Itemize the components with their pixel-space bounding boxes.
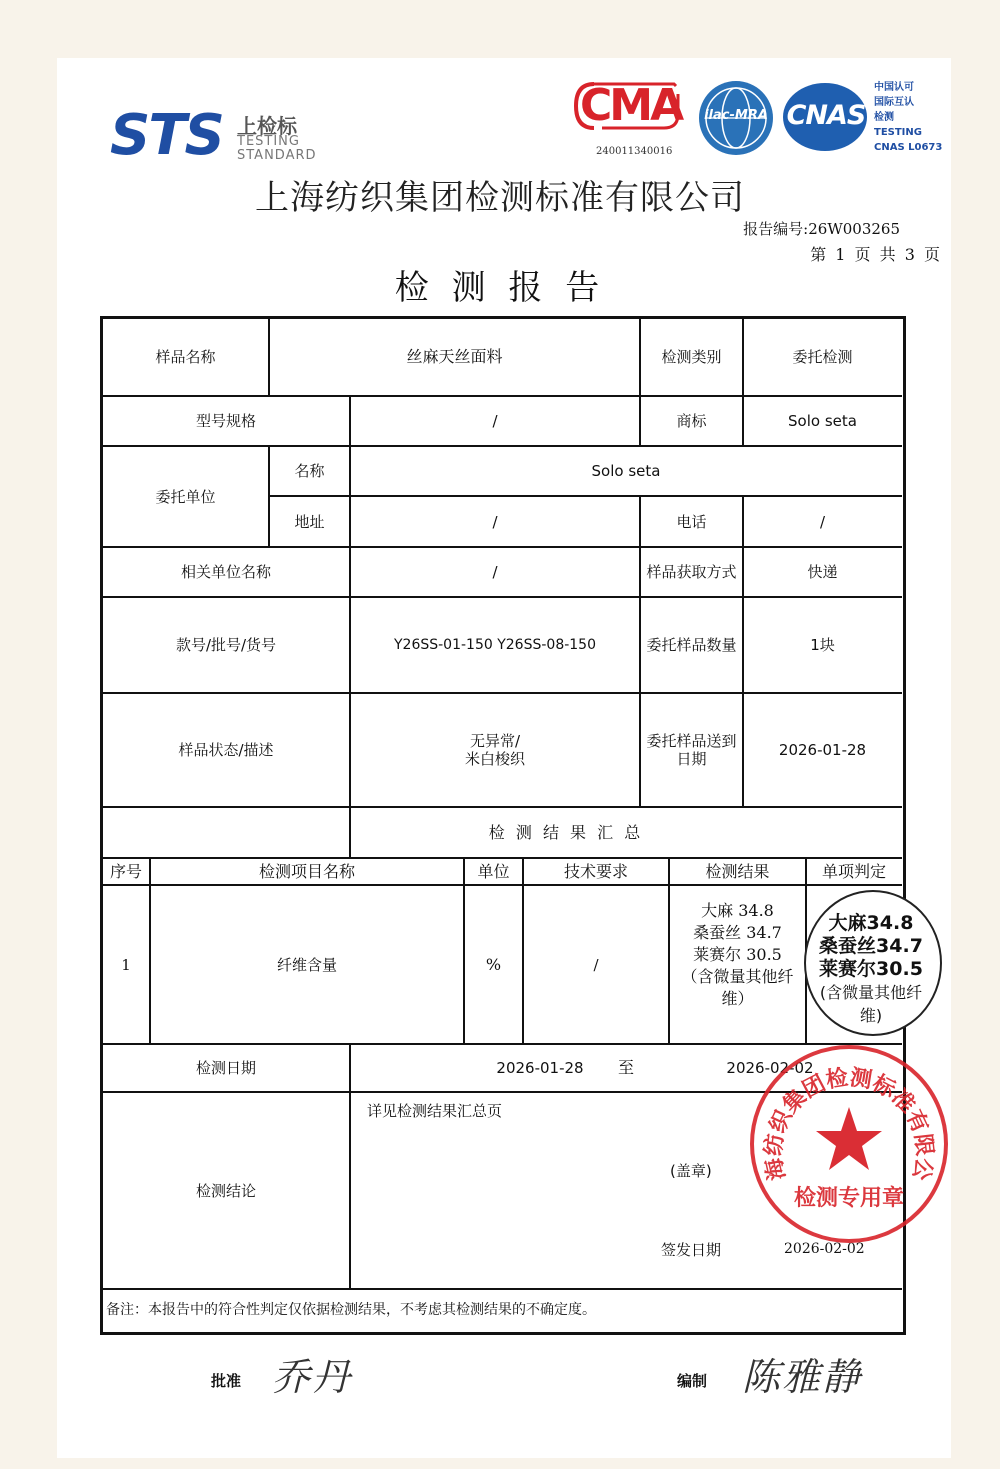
judgment-text [808, 912, 934, 1027]
ilac-text: ilac-MRA [704, 108, 768, 123]
result-row-values [670, 900, 805, 1025]
cma-number: 240011340016 [596, 146, 673, 157]
company-name: 上海纺织集团检测标准有限公司 [255, 178, 745, 218]
page-indicator: 第 1 页 共 3 页 [810, 245, 942, 264]
cnas-mark [780, 80, 872, 154]
sts-logo [110, 103, 330, 168]
acquire-value: 快递 [807, 563, 838, 581]
svg-text:上海纺织集团检测标准有限公司 [748, 1043, 938, 1184]
state-value [351, 694, 639, 806]
style-label: 款号/批号/货号 [175, 636, 277, 654]
client-label: 委托单位 [155, 487, 216, 506]
compile-signature: 陈雅静 [742, 1355, 863, 1399]
col-header-req: 技术要求 [563, 861, 628, 881]
test-type-value: 委托检测 [792, 347, 853, 366]
test-date-to: 2026-02-02 [726, 1059, 814, 1077]
qty-value: 1块 [810, 636, 835, 654]
judgment-line-3: 莱赛尔30.5 [819, 958, 923, 980]
test-date-to-word: 至 [617, 1058, 634, 1077]
col-header-item: 检测项目名称 [258, 861, 355, 881]
test-date-label: 检测日期 [195, 1059, 256, 1077]
result-line-3: 莱赛尔 30.5 [693, 945, 782, 964]
seal-icon [748, 1043, 950, 1245]
compile-label: 编制 [677, 1372, 708, 1390]
cnas-side-1: 中国认可 [874, 82, 914, 93]
report-number: 报告编号:26W003265 [743, 220, 900, 238]
delivered-label [641, 694, 742, 806]
result-row-no: 1 [121, 955, 131, 974]
issue-date-label: 签发日期 [661, 1241, 722, 1259]
sample-name-value: 丝麻天丝面料 [406, 346, 503, 366]
state-line-1: 无异常/ [469, 732, 521, 750]
sts-logo-cn: 上检标 [237, 114, 297, 138]
seal-bottom-text: 检测专用章 [793, 1185, 905, 1211]
cnas-side-3: 检测 [874, 112, 894, 123]
report-title: 检 测 报 告 [394, 268, 606, 308]
model-label: 型号规格 [195, 412, 256, 430]
address-value: / [492, 512, 498, 531]
related-value: / [492, 563, 498, 581]
judgment-line-4: (含微量其他纤 [819, 983, 923, 1002]
approve-label: 批准 [211, 1372, 242, 1390]
approve-signature: 乔丹 [272, 1355, 353, 1399]
col-header-unit: 单位 [477, 861, 510, 881]
client-name-value: Solo seta [591, 462, 661, 480]
related-label: 相关单位名称 [180, 563, 271, 581]
address-label: 地址 [294, 512, 325, 531]
cnas-side-5: CNAS L0673 [874, 142, 943, 153]
cma-logo-text: CMA [580, 80, 682, 131]
col-header-judge: 单项判定 [821, 861, 886, 881]
judgment-line-5: 维) [859, 1006, 883, 1025]
model-value: / [492, 412, 498, 430]
result-line-2: 桑蚕丝 34.7 [693, 923, 782, 942]
phone-value: / [819, 512, 826, 531]
style-value: Y26SS-01-150 Y26SS-08-150 [393, 637, 596, 653]
sts-logo-en-1: TESTING [237, 134, 300, 149]
test-type-label: 检测类别 [661, 347, 722, 366]
cnas-side-2: 国际互认 [874, 97, 914, 108]
sts-logo-mark: STS [110, 103, 223, 168]
phone-label: 电话 [676, 512, 707, 531]
judgment-line-2: 桑蚕丝34.7 [819, 935, 923, 957]
stamp-label: (盖章) [670, 1162, 712, 1180]
issue-date-value: 2026-02-02 [784, 1241, 865, 1257]
brand-label: 商标 [676, 412, 707, 430]
col-header-result: 检测结果 [705, 861, 770, 881]
state-line-2: 米白梭织 [464, 750, 525, 768]
cnas-side-4: TESTING [874, 127, 922, 138]
acquire-label: 样品获取方式 [646, 563, 737, 581]
sample-name-label: 样品名称 [155, 347, 216, 366]
footnote: 备注：本报告中的符合性判定仅依据检测结果，不考虑其检测结果的不确定度。 [106, 1302, 596, 1318]
cma-mark [572, 76, 684, 160]
delivered-label-1: 委托样品送到 [646, 732, 737, 750]
official-seal [748, 1043, 950, 1245]
col-header-no: 序号 [109, 861, 142, 881]
cnas-side-text [874, 80, 954, 155]
summary-title: 检 测 结 果 汇 总 [488, 822, 644, 842]
result-line-4: （含微量其他纤 [681, 967, 794, 986]
test-date-from: 2026-01-28 [496, 1059, 584, 1077]
delivered-value: 2026-01-28 [778, 741, 867, 759]
client-name-label: 名称 [294, 462, 325, 480]
sts-logo-en-2: STANDARD [237, 148, 317, 163]
conclusion-label: 检测结论 [195, 1181, 256, 1200]
result-line-1: 大麻 34.8 [701, 901, 774, 920]
result-row-req: / [593, 955, 599, 974]
seal-ring-text: 海纺织集团检测标准有限公 [760, 1064, 938, 1183]
result-row-item: 纤维含量 [276, 955, 337, 974]
judgment-line-1: 大麻34.8 [828, 912, 914, 934]
state-label: 样品状态/描述 [178, 741, 274, 759]
result-row-unit: % [485, 954, 502, 974]
conclusion-text: 详见检测结果汇总页 [367, 1102, 503, 1120]
brand-value: Solo seta [788, 412, 857, 430]
cnas-text: CNAS [786, 100, 866, 131]
result-line-5: 维） [721, 989, 754, 1008]
qty-label: 委托样品数量 [646, 636, 737, 654]
ilac-mark [696, 78, 776, 158]
delivered-label-2: 日期 [676, 750, 707, 768]
